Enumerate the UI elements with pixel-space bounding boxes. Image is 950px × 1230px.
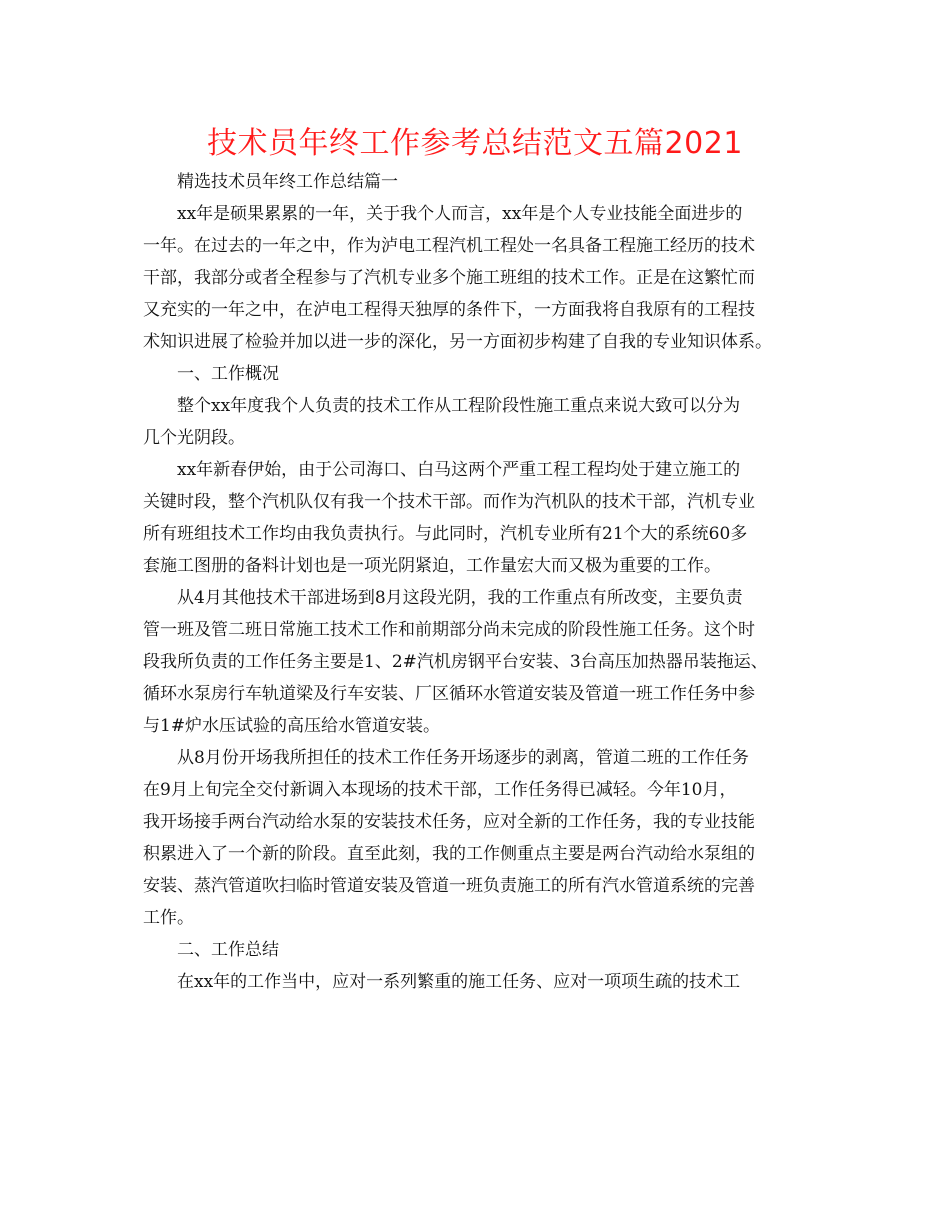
text-line: xx年是硕果累累的一年，关于我个人而言，xx年是个人专业技能全面进步的 xyxy=(177,204,743,224)
text-line: 从4月其他技术干部进场到8月这段光阴，我的工作重点有所改变，主要负责 xyxy=(177,588,743,608)
text-line: 干部，我部分或者全程参与了汽机专业多个施工班组的技术工作。正是在这繁忙而 xyxy=(143,268,755,288)
text-line: 安装、蒸汽管道吹扫临时管道安装及管道一班负责施工的所有汽水管道系统的完善 xyxy=(143,876,755,896)
text-line: xx年新春伊始，由于公司海口、白马这两个严重工程工程均处于建立施工的 xyxy=(177,460,741,480)
text-line: 与1#炉水压试验的高压给水管道安装。 xyxy=(143,716,441,736)
text-line: 积累进入了一个新的阶段。直至此刻，我的工作侧重点主要是两台汽动给水泵组的 xyxy=(143,844,755,864)
text-line: 工作。 xyxy=(143,908,194,928)
text-line: 二、工作总结 xyxy=(177,940,279,960)
text-line: 所有班组技术工作均由我负责执行。与此同时，汽机专业所有21个大的系统60多 xyxy=(143,524,748,544)
text-line: 套施工图册的备料计划也是一项光阴紧迫，工作量宏大而又极为重要的工作。 xyxy=(143,556,721,576)
text-line: 术知识进展了检验并加以进一步的深化，另一方面初步构建了自我的专业知识体系。 xyxy=(143,332,772,352)
text-line: 一、工作概况 xyxy=(177,364,279,384)
text-line: 在9月上旬完全交付新调入本现场的技术干部，工作任务得已减轻。今年10月， xyxy=(143,780,737,800)
text-line: 一年。在过去的一年之中，作为泸电工程汽机工程处一名具备工程施工经历的技术 xyxy=(143,236,755,256)
text-line: 精选技术员年终工作总结篇一 xyxy=(177,172,398,192)
text-line: 循环水泵房行车轨道梁及行车安装、厂区循环水管道安装及管道一班工作任务中参 xyxy=(143,684,755,704)
document-body xyxy=(143,166,813,998)
text-line: 从8月份开场我所担任的技术工作任务开场逐步的剥离，管道二班的工作任务 xyxy=(177,748,749,768)
text-line: 管一班及管二班日常施工技术工作和前期部分尚未完成的阶段性施工任务。这个时 xyxy=(143,620,755,640)
text-line: 我开场接手两台汽动给水泵的安装技术任务，应对全新的工作任务，我的专业技能 xyxy=(143,812,755,832)
text-line: 几个光阴段。 xyxy=(143,428,245,448)
text-line: 关键时段，整个汽机队仅有我一个技术干部。而作为汽机队的技术干部，汽机专业 xyxy=(143,492,755,512)
document-title: 技术员年终工作参考总结范文五篇2021 xyxy=(207,126,743,161)
text-line: 段我所负责的工作任务主要是1、2#汽机房钢平台安装、3台高压加热器吊装拖运、 xyxy=(143,652,768,672)
text-line: 整个xx年度我个人负责的技术工作从工程阶段性施工重点来说大致可以分为 xyxy=(177,396,741,416)
text-line: 在xx年的工作当中，应对一系列繁重的施工任务、应对一项项生疏的技术工 xyxy=(177,972,741,992)
text-line: 又充实的一年之中，在泸电工程得天独厚的条件下，一方面我将自我原有的工程技 xyxy=(143,300,755,320)
